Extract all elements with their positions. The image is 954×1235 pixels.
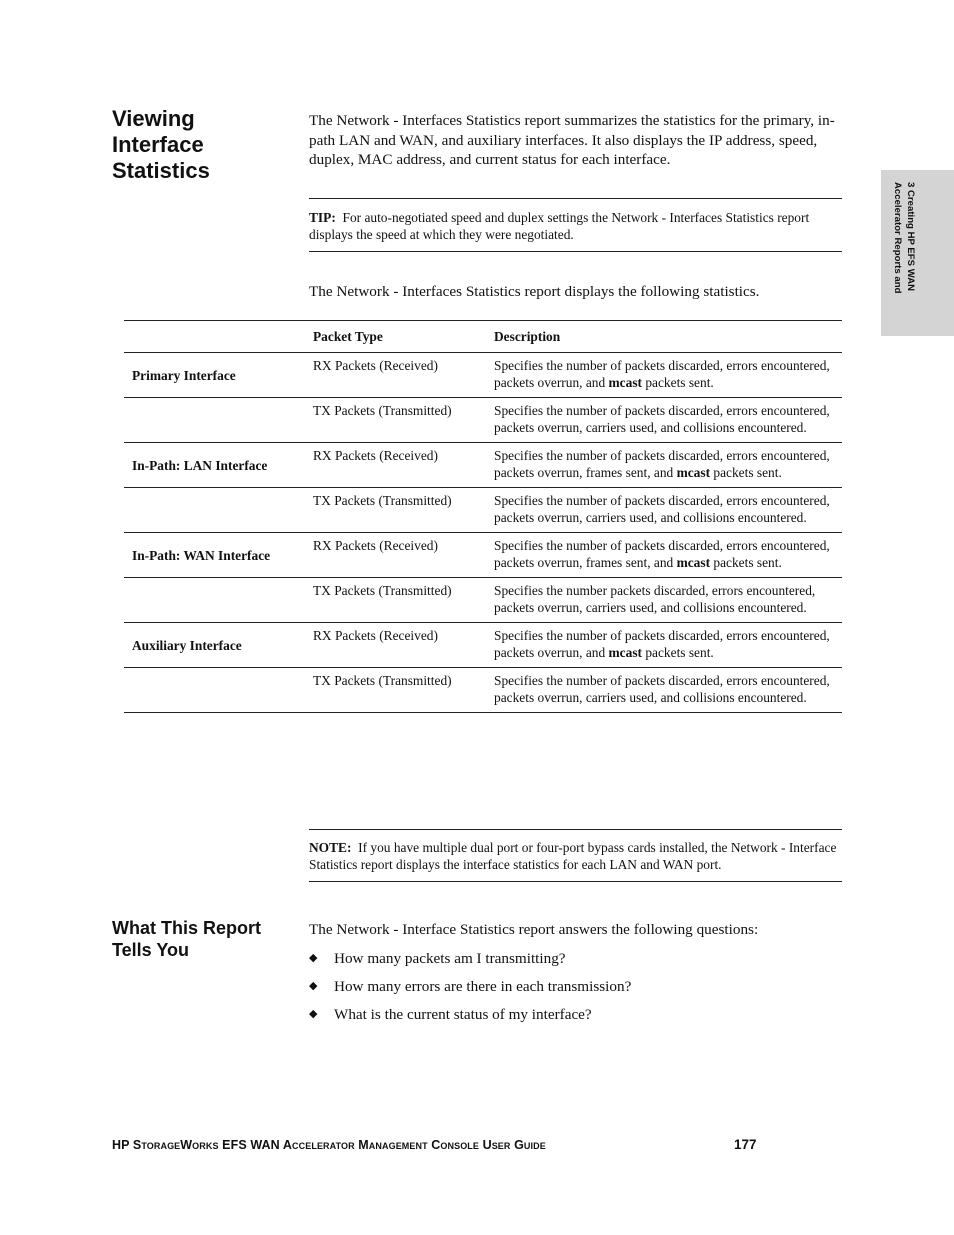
row-description-text: Specifies the number of packets discarded, errors encountered, packets overrun, carriers used, and collisions encountered.: [494, 493, 830, 525]
tip-text: For auto-negotiated speed and duplex settings the Network - Interfaces Statistics report displays the speed at which they were negotiated.: [309, 210, 810, 242]
diamond-bullet-icon: ◆: [309, 1007, 318, 1020]
side-tab-line-1: 3 Creating HP EFS WAN: [905, 182, 916, 292]
section-heading-viewing-interface-statistics: Viewing Interface Statistics: [112, 106, 210, 183]
row-description: [494, 623, 842, 668]
intro-paragraph: The Network - Interfaces Statistics report summarizes the statistics for the primary, in-path LAN and WAN, and auxiliary interfaces. It also displays the IP address, speed, duplex, MAC address, and current status for each interface.: [309, 112, 835, 168]
row-interface-label: Auxiliary Interface: [132, 637, 242, 653]
row-description: [494, 488, 842, 533]
footer-title: HP StorageWorks EFS WAN Accelerator Management Console User Guide: [112, 1138, 546, 1152]
row-description-emphasis: mcast: [676, 555, 711, 570]
statistics-table: [124, 320, 842, 713]
list-item: [309, 977, 843, 997]
answers-block: [309, 920, 843, 1033]
header-description: Description: [494, 321, 842, 353]
table-row: [124, 623, 842, 668]
note-label: NOTE:: [309, 840, 352, 855]
table-header-row: [124, 321, 842, 353]
table-lead-paragraph: The Network - Interfaces Statistics report displays the following statistics.: [309, 283, 760, 300]
table-row: [124, 443, 842, 488]
row-description-text: Specifies the number of packets discarded, errors encountered, packets overrun, and: [494, 358, 830, 390]
table-row: [124, 488, 842, 533]
row-description-emphasis: mcast: [608, 645, 642, 660]
list-item: [309, 949, 843, 969]
list-item-text: What is the current status of my interface?: [334, 1005, 592, 1023]
row-packet-type: TX Packets (Transmitted): [313, 583, 452, 598]
row-description-text: Specifies the number of packets discarded, errors encountered, packets overrun, frames sent, and: [494, 448, 830, 480]
header-packet-type: Packet Type: [313, 321, 494, 353]
row-description-emphasis: mcast: [676, 465, 711, 480]
row-description-text: Specifies the number of packets discarded, errors encountered, packets overrun, carriers used, and collisions encountered.: [494, 403, 830, 435]
row-description: [494, 353, 842, 398]
chapter-side-tab: [881, 170, 954, 336]
header-interface: [124, 321, 313, 353]
answers-lead: The Network - Interface Statistics report answers the following questions:: [309, 921, 759, 938]
row-packet-type: TX Packets (Transmitted): [313, 403, 452, 418]
row-packet-type: TX Packets (Transmitted): [313, 493, 452, 508]
row-description: [494, 578, 842, 623]
row-description-text: Specifies the number packets discarded, errors encountered, packets overrun, carriers used, and collisions encountered.: [494, 583, 816, 615]
table-row: [124, 578, 842, 623]
tip-label: TIP:: [309, 210, 336, 225]
row-description: [494, 443, 842, 488]
row-description-text: Specifies the number of packets discarded, errors encountered, packets overrun, carriers used, and collisions encountered.: [494, 673, 830, 705]
row-description-text-end: packets sent.: [710, 465, 782, 480]
diamond-bullet-icon: ◆: [309, 979, 318, 992]
list-item: [309, 1005, 843, 1025]
row-packet-type: RX Packets (Received): [313, 358, 438, 373]
table-row: [124, 398, 842, 443]
row-description: [494, 668, 842, 713]
row-description-text: Specifies the number of packets discarded, errors encountered, packets overrun, and: [494, 628, 830, 660]
section-heading-what-this-report-tells-you: What This Report Tells You: [112, 918, 261, 960]
row-description: [494, 533, 842, 578]
row-description-text: Specifies the number of packets discarded, errors encountered, packets overrun, frames sent, and: [494, 538, 830, 570]
row-description: [494, 398, 842, 443]
row-interface-label: [124, 668, 313, 713]
diamond-bullet-icon: ◆: [309, 951, 318, 964]
row-packet-type: TX Packets (Transmitted): [313, 673, 452, 688]
list-item-text: How many packets am I transmitting?: [334, 949, 566, 967]
table-row: [124, 668, 842, 713]
chapter-side-tab-text: [891, 182, 917, 293]
row-packet-type: RX Packets (Received): [313, 538, 438, 553]
row-interface-label: In-Path: LAN Interface: [132, 457, 268, 473]
side-tab-line-2: Accelerator Reports and: [892, 182, 903, 294]
note-callout: [309, 829, 842, 882]
list-item-text: How many errors are there in each transmission?: [334, 977, 632, 995]
page-number: 177: [734, 1137, 757, 1152]
table-body: [124, 353, 842, 713]
table-row: [124, 353, 842, 398]
row-interface-label: [124, 578, 313, 623]
row-description-text-end: packets sent.: [642, 375, 714, 390]
row-description-text-end: packets sent.: [710, 555, 782, 570]
row-description-emphasis: mcast: [608, 375, 642, 390]
question-list: [309, 949, 843, 1025]
row-interface-label: [124, 398, 313, 443]
note-text: If you have multiple dual port or four-port bypass cards installed, the Network - Interface Statistics report displays the interface statistics for each LAN and WAN port.: [309, 840, 837, 872]
row-packet-type: RX Packets (Received): [313, 448, 438, 463]
row-packet-type: RX Packets (Received): [313, 628, 438, 643]
row-interface-label: Primary Interface: [132, 367, 236, 383]
row-description-text-end: packets sent.: [642, 645, 714, 660]
row-interface-label: [124, 488, 313, 533]
row-interface-label: In-Path: WAN Interface: [132, 547, 271, 563]
tip-callout: [309, 198, 842, 252]
table-row: [124, 533, 842, 578]
